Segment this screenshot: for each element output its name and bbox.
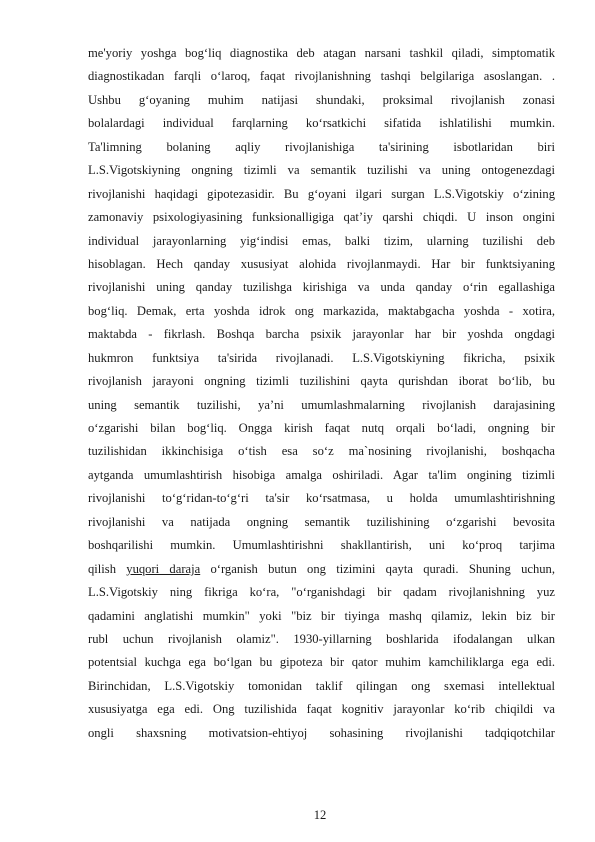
text-line: rivojlanishi haqidagi gipotezasidir. Bu g‘oyani ilgari surgan L.S.Vigotskiy o‘zining <box>88 186 555 201</box>
text-line: L.S.Vigotskiy ning fikriga ko‘ra, "o‘rganishdagi bir qadam rivojlanishning yuz <box>88 585 555 600</box>
text-line: diagnostikadan farqli o‘laroq, faqat rivojlanishning tashqi belgilariga asoslangan. . <box>88 69 555 84</box>
body-text <box>88 42 555 745</box>
yuqori-daraja-link[interactable]: yuqori daraja <box>126 561 201 576</box>
text-line: aytganda umumlashtirish hisobiga amalga oshiriladi. Agar ta'lim ongining tizimli <box>88 467 555 482</box>
text-line: Birinchidan, L.S.Vigotskiy tomonidan taklif qilingan ong sxemasi intellektual <box>88 678 555 693</box>
text-line: rivojlanish jarayoni ongning tizimli tuzilishini qayta qurishdan iborat bo‘lib, bu <box>88 374 555 389</box>
text-line: rivojlanishi to‘g‘ridan-to‘g‘ri ta'sir ko‘rsatmasa, u holda umumlashtirishning <box>88 491 555 506</box>
text-line: ongli shaxsning motivatsion-ehtiyoj sohasining rivojlanishi tadqiqotchilar <box>88 725 555 740</box>
text-line: Ta'limning bolaning aqliy rivojlanishiga ta'sirining isbotlaridan biri <box>88 139 555 154</box>
text-line: L.S.Vigotskiyning ongning tizimli va semantik tuzilishi va uning ontogenezdagi <box>88 163 555 178</box>
text-line: qadamini anglatishi mumkin" yoki "biz bir tiyinga mashq qilamiz, lekin biz bir <box>88 608 555 623</box>
text-line-with-link <box>88 558 555 581</box>
text-line: hisoblagan. Hech qanday xususiyat alohida rivojlanmaydi. Har bir funktsiyaning <box>88 256 555 271</box>
text-line: rivojlanishi uning qanday tuzilishga kirishiga va unda qanday o‘rin egallashiga <box>88 280 555 295</box>
text-line: rubl uchun rivojlanish olamiz". 1930-yillarning boshlarida ifodalangan ulkan <box>88 631 555 646</box>
text-line: zamonaviy psixologiyasining funksionalligiga qat’iy qarshi chiqdi. U inson ongini <box>88 210 555 225</box>
text-fragment: qilish <box>88 561 127 576</box>
text-line: bog‘liq. Demak, erta yoshda idrok ong markazida, maktabgacha yoshda - xotira, <box>88 303 555 318</box>
text-line: rivojlanishi va natijada ongning semantik tuzilishining o‘zgarishi bevosita <box>88 514 555 529</box>
text-line: me'yoriy yoshga bog‘liq diagnostika deb atagan narsani tashkil qiladi, simptomatik <box>88 46 555 60</box>
text-line: boshqarilishi mumkin. Umumlashtirishni shakllantirish, uni ko‘proq tarjima <box>88 538 555 553</box>
text-line: individual jarayonlarning yig‘indisi emas, balki tizim, ularning tuzilishi deb <box>88 233 555 248</box>
text-line: xususiyatga ega edi. Ong tuzilishida faqat kognitiv jarayonlar ko‘rib chiqildi va <box>88 702 555 717</box>
text-line: tuzilishidan ikkinchisiga o‘tish esa so‘z ma`nosining rivojlanishi, boshqacha <box>88 444 555 459</box>
page-number: 12 <box>313 808 327 822</box>
text-fragment: o‘rganish butun ong tizimini qayta quradi. Shuning uchun, <box>200 561 555 576</box>
text-line: potentsial kuchga ega bo‘lgan bu gipoteza bir qator muhim kamchiliklarga ega edi. <box>88 655 555 670</box>
text-line: maktabda - fikrlash. Boshqa barcha psixik jarayonlar har bir yoshda ongdagi <box>88 327 555 342</box>
text-line: o‘zgarishi bilan bog‘liq. Ongga kirish faqat nutq orqali bo‘ladi, ongning bir <box>88 421 555 435</box>
text-line: uning semantik tuzilishi, ya’ni umumlashmalarning rivojlanish darajasining <box>88 397 555 412</box>
text-line: Ushbu g‘oyaning muhim natijasi shundaki, proksimal rivojlanish zonasi <box>88 92 555 107</box>
text-line: hukmron funktsiya ta'sirida rivojlanadi. L.S.Vigotskiyning fikricha, psixik <box>88 350 555 365</box>
text-line: bolalardagi individual farqlarning ko‘rsatkichi sifatida ishlatilishi mumkin. <box>88 116 555 131</box>
